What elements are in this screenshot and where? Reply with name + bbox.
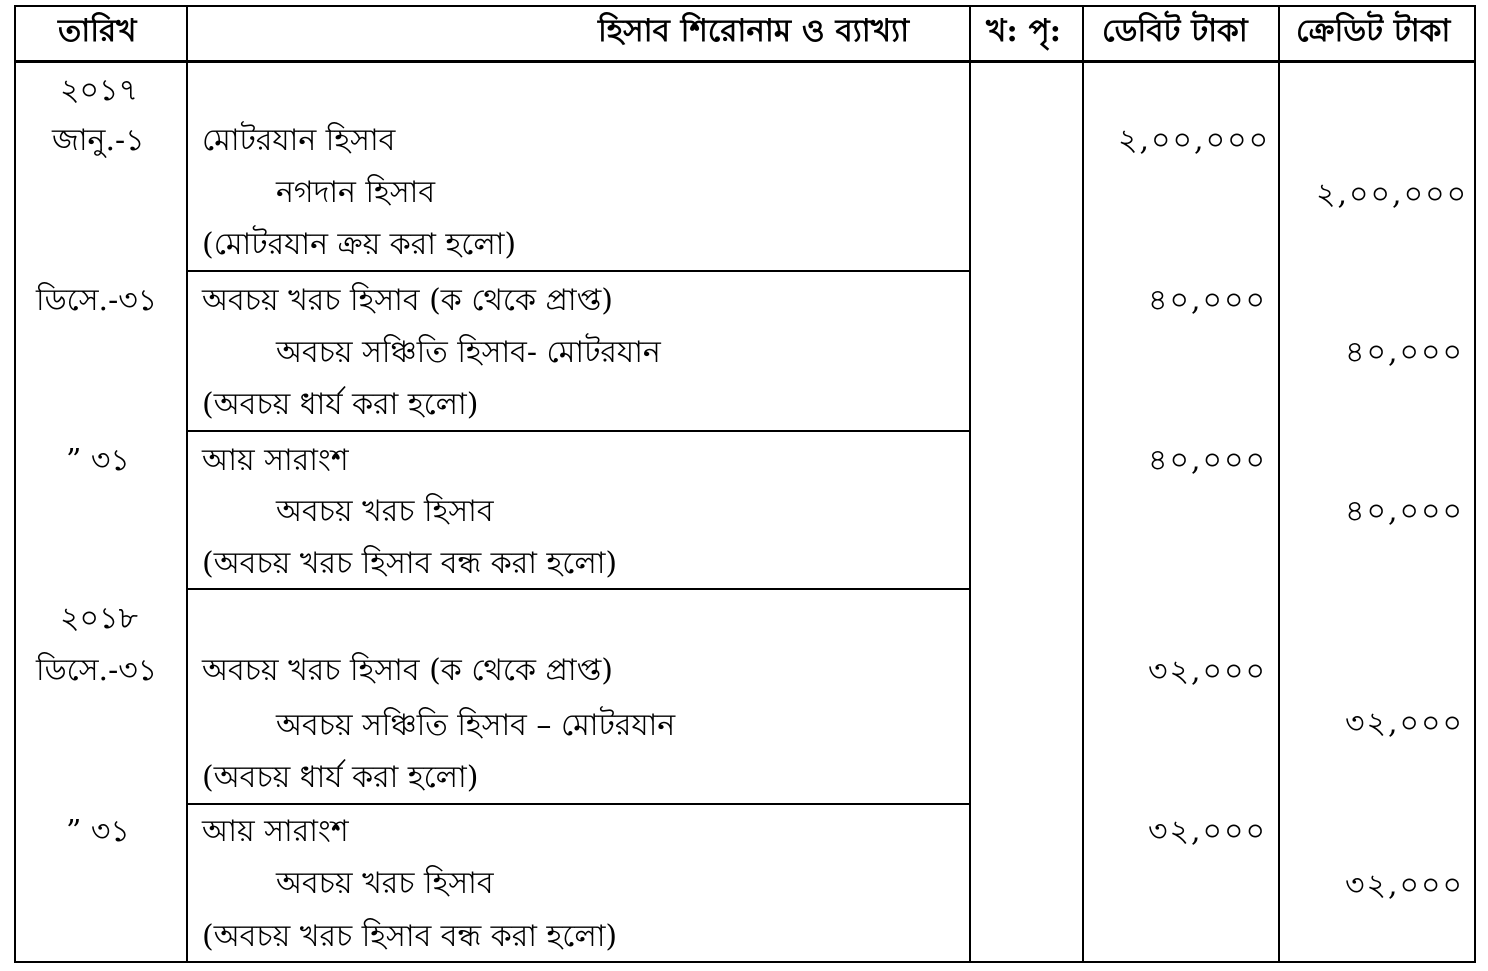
debit-amount: ৩২,০০০ (1148, 654, 1268, 689)
debit-account: আয় সারাংশ (202, 814, 349, 849)
entry-date: ” ৩১ (66, 814, 130, 849)
narration: (অবচয় ধার্য করা হলো) (202, 760, 479, 795)
debit-amount: ২,০০,০০০ (1118, 123, 1271, 158)
credit-amount: ৪০,০০০ (1345, 335, 1465, 370)
entry-divider (186, 270, 971, 272)
entry-date: ডিসে.-৩১ (36, 283, 158, 318)
debit-amount: ৪০,০০০ (1148, 283, 1268, 318)
entry-year: ২০১৮ (60, 601, 138, 636)
header-date: তারিখ (58, 13, 137, 49)
column-divider-folio (1082, 5, 1084, 963)
narration: (অবচয় খরচ হিসাব বন্ধ করা হলো) (202, 546, 618, 581)
credit-account: অবচয় সঞ্চিতি হিসাব – মোটরযান (276, 708, 676, 743)
column-divider-debit (1278, 5, 1280, 963)
credit-account: অবচয় খরচ হিসাব (276, 866, 494, 901)
entry-divider (186, 803, 971, 805)
entry-divider (186, 588, 971, 590)
debit-account: অবচয় খরচ হিসাব (ক থেকে প্রাপ্ত) (202, 653, 613, 688)
narration: (মোটরযান ক্রয় করা হলো) (202, 227, 517, 262)
narration: (অবচয় খরচ হিসাব বন্ধ করা হলো) (202, 919, 618, 954)
credit-account: নগদান হিসাব (276, 175, 436, 210)
entry-date: জানু.-১ (52, 123, 145, 158)
debit-account: আয় সারাংশ (202, 443, 349, 478)
debit-account: অবচয় খরচ হিসাব (ক থেকে প্রাপ্ত) (202, 283, 613, 318)
header-debit: ডেবিট টাকা (1102, 13, 1248, 49)
credit-amount: ৩২,০০০ (1345, 706, 1465, 741)
narration: (অবচয় ধার্য করা হলো) (202, 387, 479, 422)
credit-account: অবচয় সঞ্চিতি হিসাব- মোটরযান (276, 335, 661, 370)
column-divider-account (969, 5, 971, 963)
debit-amount: ৩২,০০০ (1148, 814, 1268, 849)
entry-date: ডিসে.-৩১ (36, 653, 158, 688)
credit-amount: ৪০,০০০ (1345, 494, 1465, 529)
debit-account: মোটরযান হিসাব (202, 123, 396, 158)
credit-amount: ২,০০,০০০ (1316, 177, 1469, 212)
credit-account: অবচয় খরচ হিসাব (276, 494, 494, 529)
header-divider (14, 60, 1476, 63)
entry-date: ” ৩১ (66, 443, 130, 478)
credit-amount: ৩২,০০০ (1345, 868, 1465, 903)
entry-year: ২০১৭ (60, 73, 138, 108)
entry-divider (186, 430, 971, 432)
header-account: হিসাব শিরোনাম ও ব্যাখ্যা (598, 13, 910, 49)
header-folio: খ: পৃ: (986, 13, 1062, 49)
debit-amount: ৪০,০০০ (1148, 443, 1268, 478)
header-credit: ক্রেডিট টাকা (1296, 13, 1451, 49)
column-divider-date (186, 5, 188, 963)
